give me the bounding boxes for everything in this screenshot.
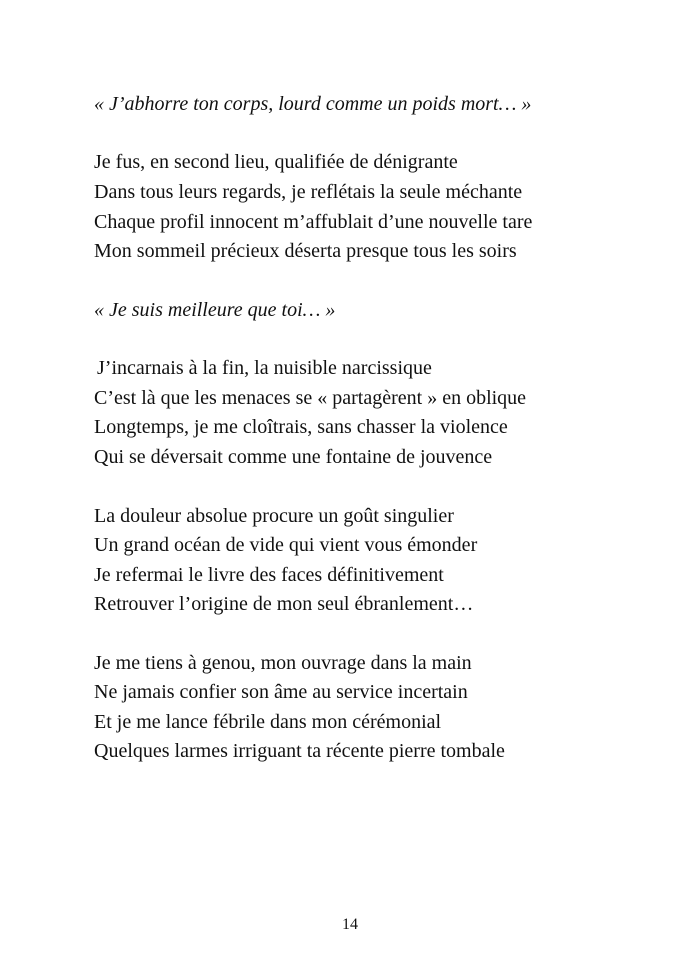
stanza-1-line-2: Dans tous leurs regards, je reflétais la seule méchante xyxy=(94,181,523,203)
stanza-2-line-4: Qui se déversait comme une fontaine de jouvence xyxy=(94,446,493,468)
page-number: 14 xyxy=(342,916,358,933)
stanza-4-line-3: Et je me lance fébrile dans mon cérémonial xyxy=(94,711,442,733)
stanza-4-line-4: Quelques larmes irriguant ta récente pierre tombale xyxy=(94,740,505,762)
stanza-2-line-2: C’est là que les menaces se « partagèrent » en oblique xyxy=(94,387,527,409)
stanza-4-line-2: Ne jamais confier son âme au service incertain xyxy=(94,681,468,703)
stanza-4-line-1: Je me tiens à genou, mon ouvrage dans la main xyxy=(94,652,472,674)
stanza-3-line-4: Retrouver l’origine de mon seul ébranlement… xyxy=(94,593,474,615)
quote-line-1: « J’abhorre ton corps, lourd comme un poids mort… » xyxy=(94,93,532,115)
stanza-1-line-3: Chaque profil innocent m’affublait d’une nouvelle tare xyxy=(94,211,533,233)
stanza-2-line-3: Longtemps, je me cloîtrais, sans chasser la violence xyxy=(94,416,508,438)
stanza-1-line-1: Je fus, en second lieu, qualifiée de dénigrante xyxy=(94,151,458,173)
stanza-3-line-3: Je refermai le livre des faces définitivement xyxy=(94,564,444,586)
quote-line-2: « Je suis meilleure que toi… » xyxy=(94,299,336,321)
stanza-1-line-4: Mon sommeil précieux déserta presque tous les soirs xyxy=(94,240,517,262)
stanza-2-line-1: J’incarnais à la fin, la nuisible narcissique xyxy=(97,357,432,379)
stanza-3-line-2: Un grand océan de vide qui vient vous émonder xyxy=(94,534,478,556)
stanza-3-line-1: La douleur absolue procure un goût singulier xyxy=(94,505,454,527)
